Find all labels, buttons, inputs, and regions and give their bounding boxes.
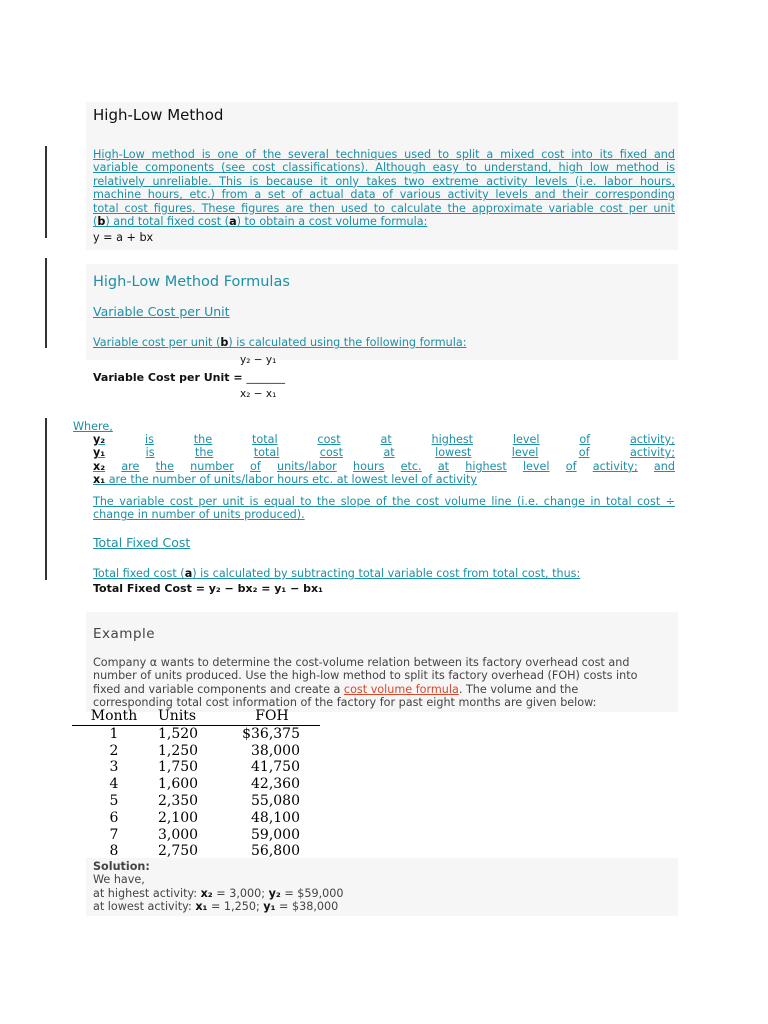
variable-cost-heading: Variable Cost per Unit — [93, 304, 230, 319]
cell-foh: 56,800 — [251, 843, 300, 860]
table-header-row — [72, 708, 320, 725]
fixed-cost-heading: Total Fixed Cost — [93, 535, 191, 550]
table-row — [72, 743, 320, 760]
table-row — [72, 810, 320, 827]
intro-paragraph — [93, 148, 675, 228]
definition-row-y1: y₁ is the total cost at lowest level of activity; — [93, 446, 675, 460]
cell-units: 2,350 — [158, 792, 199, 809]
formula-numerator: y₂ − y₁ — [240, 354, 277, 366]
solution-label: Solution: — [93, 860, 150, 873]
cell-month: 2 — [109, 742, 119, 759]
cell-units: 1,520 — [158, 725, 199, 742]
column-header-foh: FOH — [255, 708, 289, 724]
table-row — [72, 827, 320, 844]
example-line: fixed and variable components and create a cost volume formula. The volume and the — [93, 682, 579, 696]
page-title: High-Low Method — [93, 106, 224, 124]
example-heading: Example — [93, 626, 156, 642]
slope-line: The variable cost per unit is equal to the slope of the cost volume line (i.e. change in total cost ÷ — [93, 495, 675, 508]
variable-cost-description: Variable cost per unit (b) is calculated using the following formula: — [93, 336, 467, 349]
cost-volume-formula: y = a + bx — [93, 231, 154, 244]
intro-line: relatively unreliable. This is because it only takes two extreme activity levels (i.e. labor hours, — [93, 174, 675, 188]
intro-line: machine hours, etc.) from a set of actual data of various activity levels and their corresponding — [93, 188, 675, 202]
cell-foh: 55,080 — [251, 792, 300, 809]
foh-table — [72, 708, 320, 860]
cell-month: 1 — [109, 725, 119, 742]
fixed-cost-formula: Total Fixed Cost = y₂ − bx₂ = y₁ − bx₁ — [93, 582, 323, 595]
table-row — [72, 843, 320, 860]
column-header-units: Units — [158, 708, 197, 724]
cell-month: 7 — [109, 826, 119, 843]
solution-block — [93, 860, 344, 914]
cell-units: 2,100 — [158, 809, 199, 826]
cost-volume-formula-link[interactable]: cost volume formula — [343, 682, 459, 696]
cell-units: 2,750 — [158, 843, 199, 860]
cell-month: 4 — [109, 776, 119, 793]
formula-denominator: x₂ − x₁ — [240, 388, 277, 400]
example-line: Company α wants to determine the cost-volume relation between its factory overhead cost and — [93, 656, 630, 669]
intro-line: variable components (see cost classifications). Although easy to understand, high low method is — [93, 161, 675, 175]
revision-bar — [45, 418, 47, 580]
cell-foh: 42,360 — [251, 776, 300, 793]
solution-highest: at highest activity: x₂ = 3,000; y₂ = $59,000 — [93, 886, 344, 900]
cell-month: 8 — [109, 843, 119, 860]
slope-line: change in number of units produced). — [93, 508, 305, 522]
where-label: Where, — [73, 420, 113, 433]
table-row — [72, 776, 320, 793]
cell-foh: $36,375 — [242, 725, 300, 742]
formula-label: Variable Cost per Unit = _______ — [93, 371, 285, 384]
slope-paragraph — [93, 495, 675, 522]
table-row — [72, 725, 320, 742]
where-definitions — [93, 433, 675, 487]
cell-month: 6 — [109, 809, 119, 826]
intro-line: High-Low method is one of the several techniques used to split a mixed cost into its fixed and — [93, 148, 675, 161]
example-line: number of units produced. Use the high-low method to split its factory overhead (FOH) costs into — [93, 669, 638, 683]
cell-foh: 59,000 — [251, 826, 300, 843]
example-line: corresponding total cost information of the factory for past eight months are given below: — [93, 696, 597, 710]
cell-units: 1,600 — [158, 776, 199, 793]
example-paragraph — [93, 656, 683, 710]
fixed-cost-description: Total fixed cost (a) is calculated by subtracting total variable cost from total cost, thus: — [93, 567, 581, 580]
cell-foh: 38,000 — [251, 742, 300, 759]
cell-foh: 48,100 — [251, 809, 300, 826]
cell-units: 1,250 — [158, 742, 199, 759]
intro-line-last: (b) and total fixed cost (a) to obtain a cost volume formula: — [93, 215, 428, 229]
definition-row-x1: x₁ are the number of units/labor hours etc. at lowest level of activity — [93, 473, 477, 487]
solution-we-have: We have, — [93, 873, 145, 887]
intro-line: total cost figures. These figures are then used to calculate the approximate variable cost per unit — [93, 201, 675, 215]
revision-bar — [45, 146, 47, 238]
cell-month: 5 — [109, 792, 119, 809]
solution-lowest: at lowest activity: x₁ = 1,250; y₁ = $38,000 — [93, 900, 339, 914]
revision-bar — [45, 258, 47, 348]
cell-month: 3 — [109, 759, 119, 776]
definition-row-x2: x₂ are the number of units/labor hours etc. at highest level of activity; and — [93, 459, 675, 473]
table-row — [72, 793, 320, 810]
formulas-heading: High-Low Method Formulas — [93, 274, 290, 290]
definition-row-y2: y₂ is the total cost at highest level of activity; — [93, 433, 675, 446]
cell-units: 3,000 — [158, 826, 199, 843]
column-header-month: Month — [90, 708, 138, 724]
cell-units: 1,750 — [158, 759, 199, 776]
cell-foh: 41,750 — [251, 759, 300, 776]
table-row — [72, 759, 320, 776]
